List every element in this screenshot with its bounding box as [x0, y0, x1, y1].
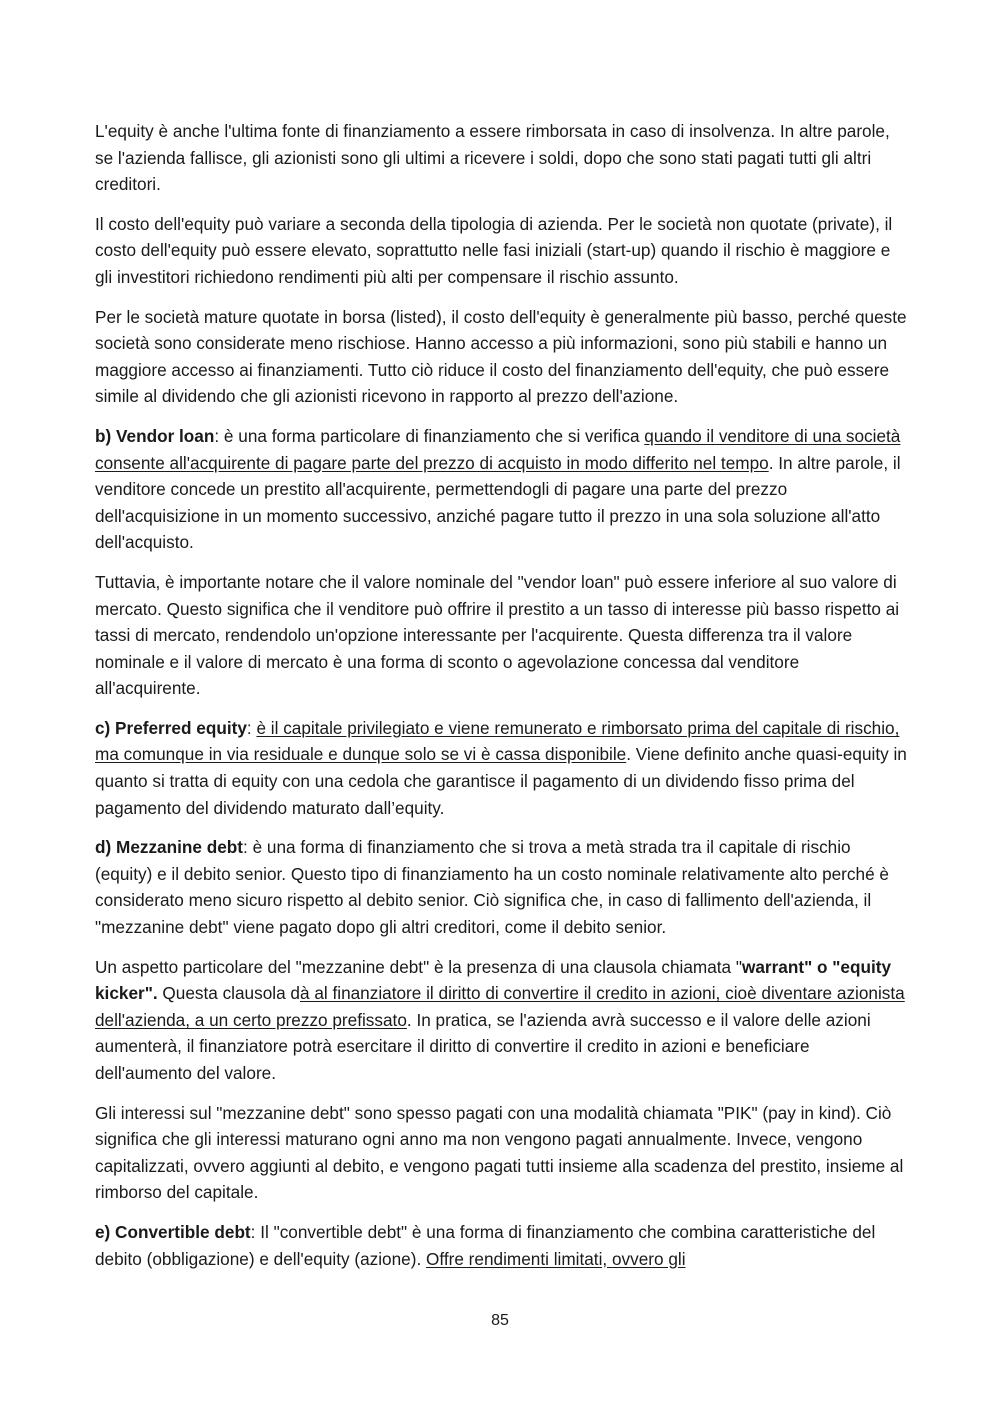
text-segment: . Viene definito anche quasi-equity in quanto si tratta di equity con una cedola che garantisce il pagamento di un dividendo fisso prima del pagamento del dividendo maturato dall’equity. [95, 744, 907, 818]
paragraph-warrant-clause [95, 954, 907, 1087]
text-segment: Un aspetto particolare del "mezzanine debt" è la presenza di una clausola chiamata " [95, 956, 742, 977]
convertible-debt-heading: e) Convertible debt [95, 1221, 251, 1242]
page-body [95, 118, 907, 1285]
text-segment: . In pratica, se l'azienda avrà successo e il valore delle azioni aumenterà, il finanziatore potrà esercitare il diritto di convertire il credito in azioni e beneficiare dell'aumento del valore. [95, 1009, 871, 1083]
paragraph-vendor-loan [95, 423, 907, 556]
warrant-term: warrant" o "equity kicker". [95, 956, 892, 1004]
paragraph-convertible-debt [95, 1219, 907, 1272]
paragraph-cost-of-equity: Il costo dell'equity può variare a seconda della tipologia di azienda. Per le società non quotate (private), il costo dell'equity può essere elevato, soprattutto nelle fasi iniziali (start-up) quando il rischio è maggiore e gli investitori richiedono rendimenti più alti per compensare il rischio assunto. [95, 213, 893, 287]
paragraph-listed-companies: Per le società mature quotate in borsa (listed), il costo dell'equity è generalmente più basso, perché queste società sono considerate meno rischiose. Hanno accesso a più informazioni, sono più stabili e hanno un maggiore accesso ai finanziamenti. Tutto ciò riduce il costo del finanziamento dell'equity, che può essere simile al dividendo che gli azionisti ricevono in rapporto al prezzo dell'azione. [95, 306, 907, 407]
paragraph-mezzanine-debt [95, 834, 907, 940]
paragraph-pik-interest: Gli interessi sul "mezzanine debt" sono spesso pagati con una modalità chiamata "PIK" (pay in kind). Ciò significa che gli interessi maturano ogni anno ma non vengono pagati annualmente. Invece, vengono capitalizzati, ovvero aggiunti al debito, e vengono pagati tutti insieme alla scadenza del prestito, insieme al rimborso del capitale. [95, 1102, 904, 1203]
text-segment: . In altre parole, il venditore concede un prestito all'acquirente, permettendogli di pagare una parte del prezzo dell'acquisizione in un momento successivo, anziché pagare tutto il prezzo in una sola soluzione all'atto dell'acquisto. [95, 452, 901, 553]
page-number: 85 [491, 1312, 509, 1329]
text-segment: : è una forma di finanziamento che si trova a metà strada tra il capitale di rischio (equity) e il debito senior. Questo tipo di finanziamento ha un costo nominale relativamente alto perché è considerato meno sicuro rispetto al debito senior. Ciò significa che, in caso di fallimento dell'azienda, il "mezzanine debt" viene pagato dopo gli altri creditori, come il debito senior. [95, 837, 889, 938]
text-segment: Questa clausola d [157, 983, 300, 1004]
vendor-loan-heading: b) Vendor loan [95, 425, 215, 446]
paragraph-equity-repayment: L'equity è anche l'ultima fonte di finanziamento a essere rimborsata in caso di insolvenza. In altre parole, se l'azienda fallisce, gli azionisti sono gli ultimi a ricevere i soldi, dopo che sono stati pagati tutti gli altri creditori. [95, 121, 890, 195]
underlined-definition: quando il venditore di una società consente all'acquirente di pagare parte del prezzo di acquisto in modo differito nel tempo [95, 425, 901, 473]
underlined-definition: à al finanziatore il diritto di convertire il credito in azioni, cioè diventare azionista dell'azienda, a un certo prezzo prefissato [95, 983, 905, 1030]
text-segment: : Il "convertible debt" è una forma di finanziamento che combina caratteristiche del debito (obbligazione) e dell'equity (azione). [95, 1221, 876, 1269]
paragraph-vendor-loan-value: Tuttavia, è importante notare che il valore nominale del "vendor loan" può essere inferiore al suo valore di mercato. Questo significa che il venditore può offrire il prestito a un tasso di interesse più basso rispetto ai tassi di mercato, rendendolo un'opzione interessante per l'acquirente. Questa differenza tra il valore nominale e il valore di mercato è una forma di sconto o agevolazione concessa dal venditore all'acquirente. [95, 571, 900, 699]
text-segment: : è una forma particolare di finanziamento che si verifica [214, 425, 645, 446]
mezzanine-debt-heading: d) Mezzanine debt [95, 837, 244, 858]
text-segment: : [246, 717, 257, 738]
paragraph-preferred-equity [95, 715, 907, 821]
underlined-definition: è il capitale privilegiato e viene remunerato e rimborsato prima del capitale di rischio, ma comunque in via residuale e dunque solo se vi è cassa disponibile [95, 717, 900, 765]
underlined-definition: Offre rendimenti limitati, ovvero gli [426, 1248, 686, 1269]
preferred-equity-heading: c) Preferred equity [95, 717, 247, 738]
